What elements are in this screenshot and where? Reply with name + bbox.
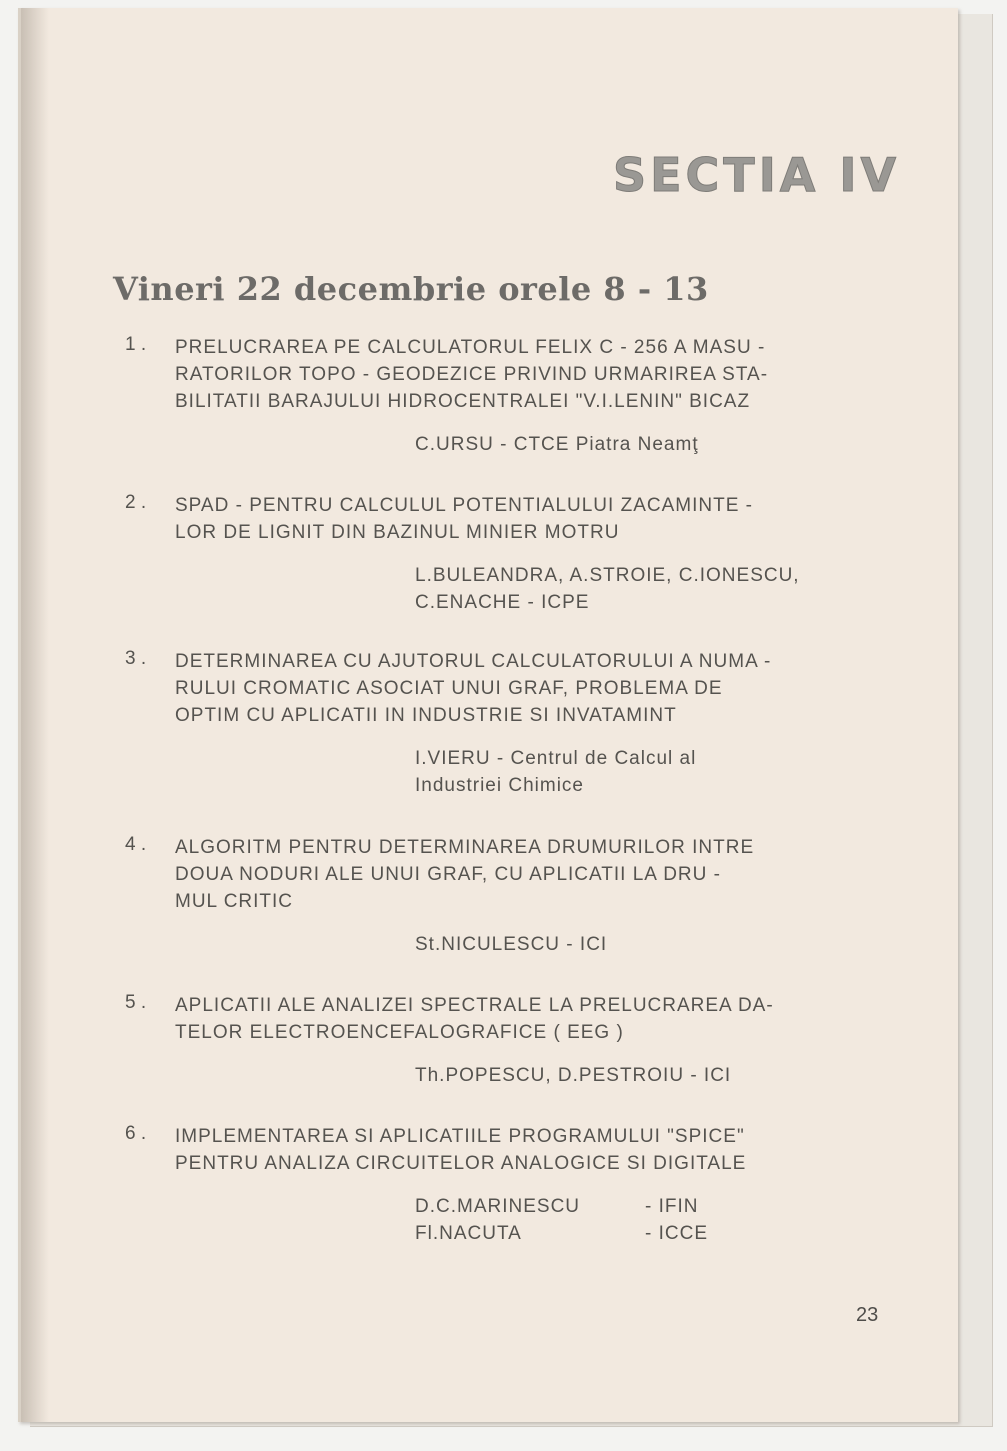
title-line: RULUI CROMATIC ASOCIAT UNUI GRAF, PROBLEMA DE <box>175 678 723 699</box>
entry-authors <box>415 431 925 458</box>
entry-authors <box>415 562 925 616</box>
entry-1 <box>125 334 925 458</box>
entry-number: 5 . <box>125 992 147 1013</box>
entry-authors <box>415 1062 925 1089</box>
author-line: Industriei Chimice <box>415 775 584 796</box>
title-line: DETERMINAREA CU AJUTORUL CALCULATORULUI A NUMA - <box>175 651 772 672</box>
entry-2 <box>125 492 925 616</box>
title-line: RATORILOR TOPO - GEODEZICE PRIVIND URMARIREA STA- <box>175 364 769 385</box>
author-name: Fl.NACUTA <box>415 1223 522 1244</box>
title-line: PENTRU ANALIZA CIRCUITELOR ANALOGICE SI DIGITALE <box>175 1153 747 1174</box>
entry-authors <box>415 745 925 799</box>
author-org: - ICCE <box>645 1223 708 1244</box>
date-heading: Vineri 22 decembrie orele 8 - 13 <box>113 270 709 308</box>
entry-title <box>175 992 925 1046</box>
binding-shadow <box>21 8 49 1422</box>
entry-number: 2 . <box>125 492 147 513</box>
entry-number: 6 . <box>125 1123 147 1144</box>
author-line: C.URSU - CTCE Piatra Neamţ <box>415 434 699 455</box>
entry-title <box>175 334 925 415</box>
author-line: I.VIERU - Centrul de Calcul al <box>415 748 697 769</box>
entry-3 <box>125 648 925 799</box>
page-number: 23 <box>856 1304 879 1326</box>
entry-number: 1 . <box>125 334 147 355</box>
title-line: BILITATII BARAJULUI HIDROCENTRALEI "V.I.LENIN" BICAZ <box>175 391 751 412</box>
title-line: APLICATII ALE ANALIZEI SPECTRALE LA PRELUCRAREA DA- <box>175 995 774 1016</box>
title-line: ALGORITM PENTRU DETERMINAREA DRUMURILOR INTRE <box>175 837 755 858</box>
entry-title <box>175 834 925 915</box>
author-org: - IFIN <box>645 1196 699 1217</box>
entry-number: 4 . <box>125 834 147 855</box>
title-line: LOR DE LIGNIT DIN BAZINUL MINIER MOTRU <box>175 522 620 543</box>
author-name: D.C.MARINESCU <box>415 1196 581 1217</box>
author-line: Th.POPESCU, D.PESTROIU - ICI <box>415 1065 732 1086</box>
document-page <box>18 8 958 1422</box>
author-grid <box>415 1193 925 1247</box>
entry-6 <box>125 1123 925 1247</box>
author-line: L.BULEANDRA, A.STROIE, C.IONESCU, <box>415 565 800 586</box>
author-line: St.NICULESCU - ICI <box>415 934 608 955</box>
entry-5 <box>125 992 925 1089</box>
entry-title <box>175 492 925 546</box>
entry-4 <box>125 834 925 958</box>
title-line: OPTIM CU APLICATII IN INDUSTRIE SI INVATAMINT <box>175 705 677 726</box>
section-heading: SECTIA IV <box>613 148 901 202</box>
title-line: TELOR ELECTROENCEFALOGRAFICE ( EEG ) <box>175 1022 624 1043</box>
entry-authors <box>415 931 925 958</box>
title-line: MUL CRITIC <box>175 891 294 912</box>
title-line: SPAD - PENTRU CALCULUL POTENTIALULUI ZACAMINTE - <box>175 495 753 516</box>
title-line: IMPLEMENTAREA SI APLICATIILE PROGRAMULUI "SPICE" <box>175 1126 745 1147</box>
entry-title <box>175 1123 925 1177</box>
entry-title <box>175 648 925 729</box>
title-line: DOUA NODURI ALE UNUI GRAF, CU APLICATII LA DRU - <box>175 864 721 885</box>
title-line: PRELUCRAREA PE CALCULATORUL FELIX C - 256 A MASU - <box>175 337 766 358</box>
entry-number: 3 . <box>125 648 147 669</box>
entry-authors <box>415 1193 925 1247</box>
author-line: C.ENACHE - ICPE <box>415 592 590 613</box>
